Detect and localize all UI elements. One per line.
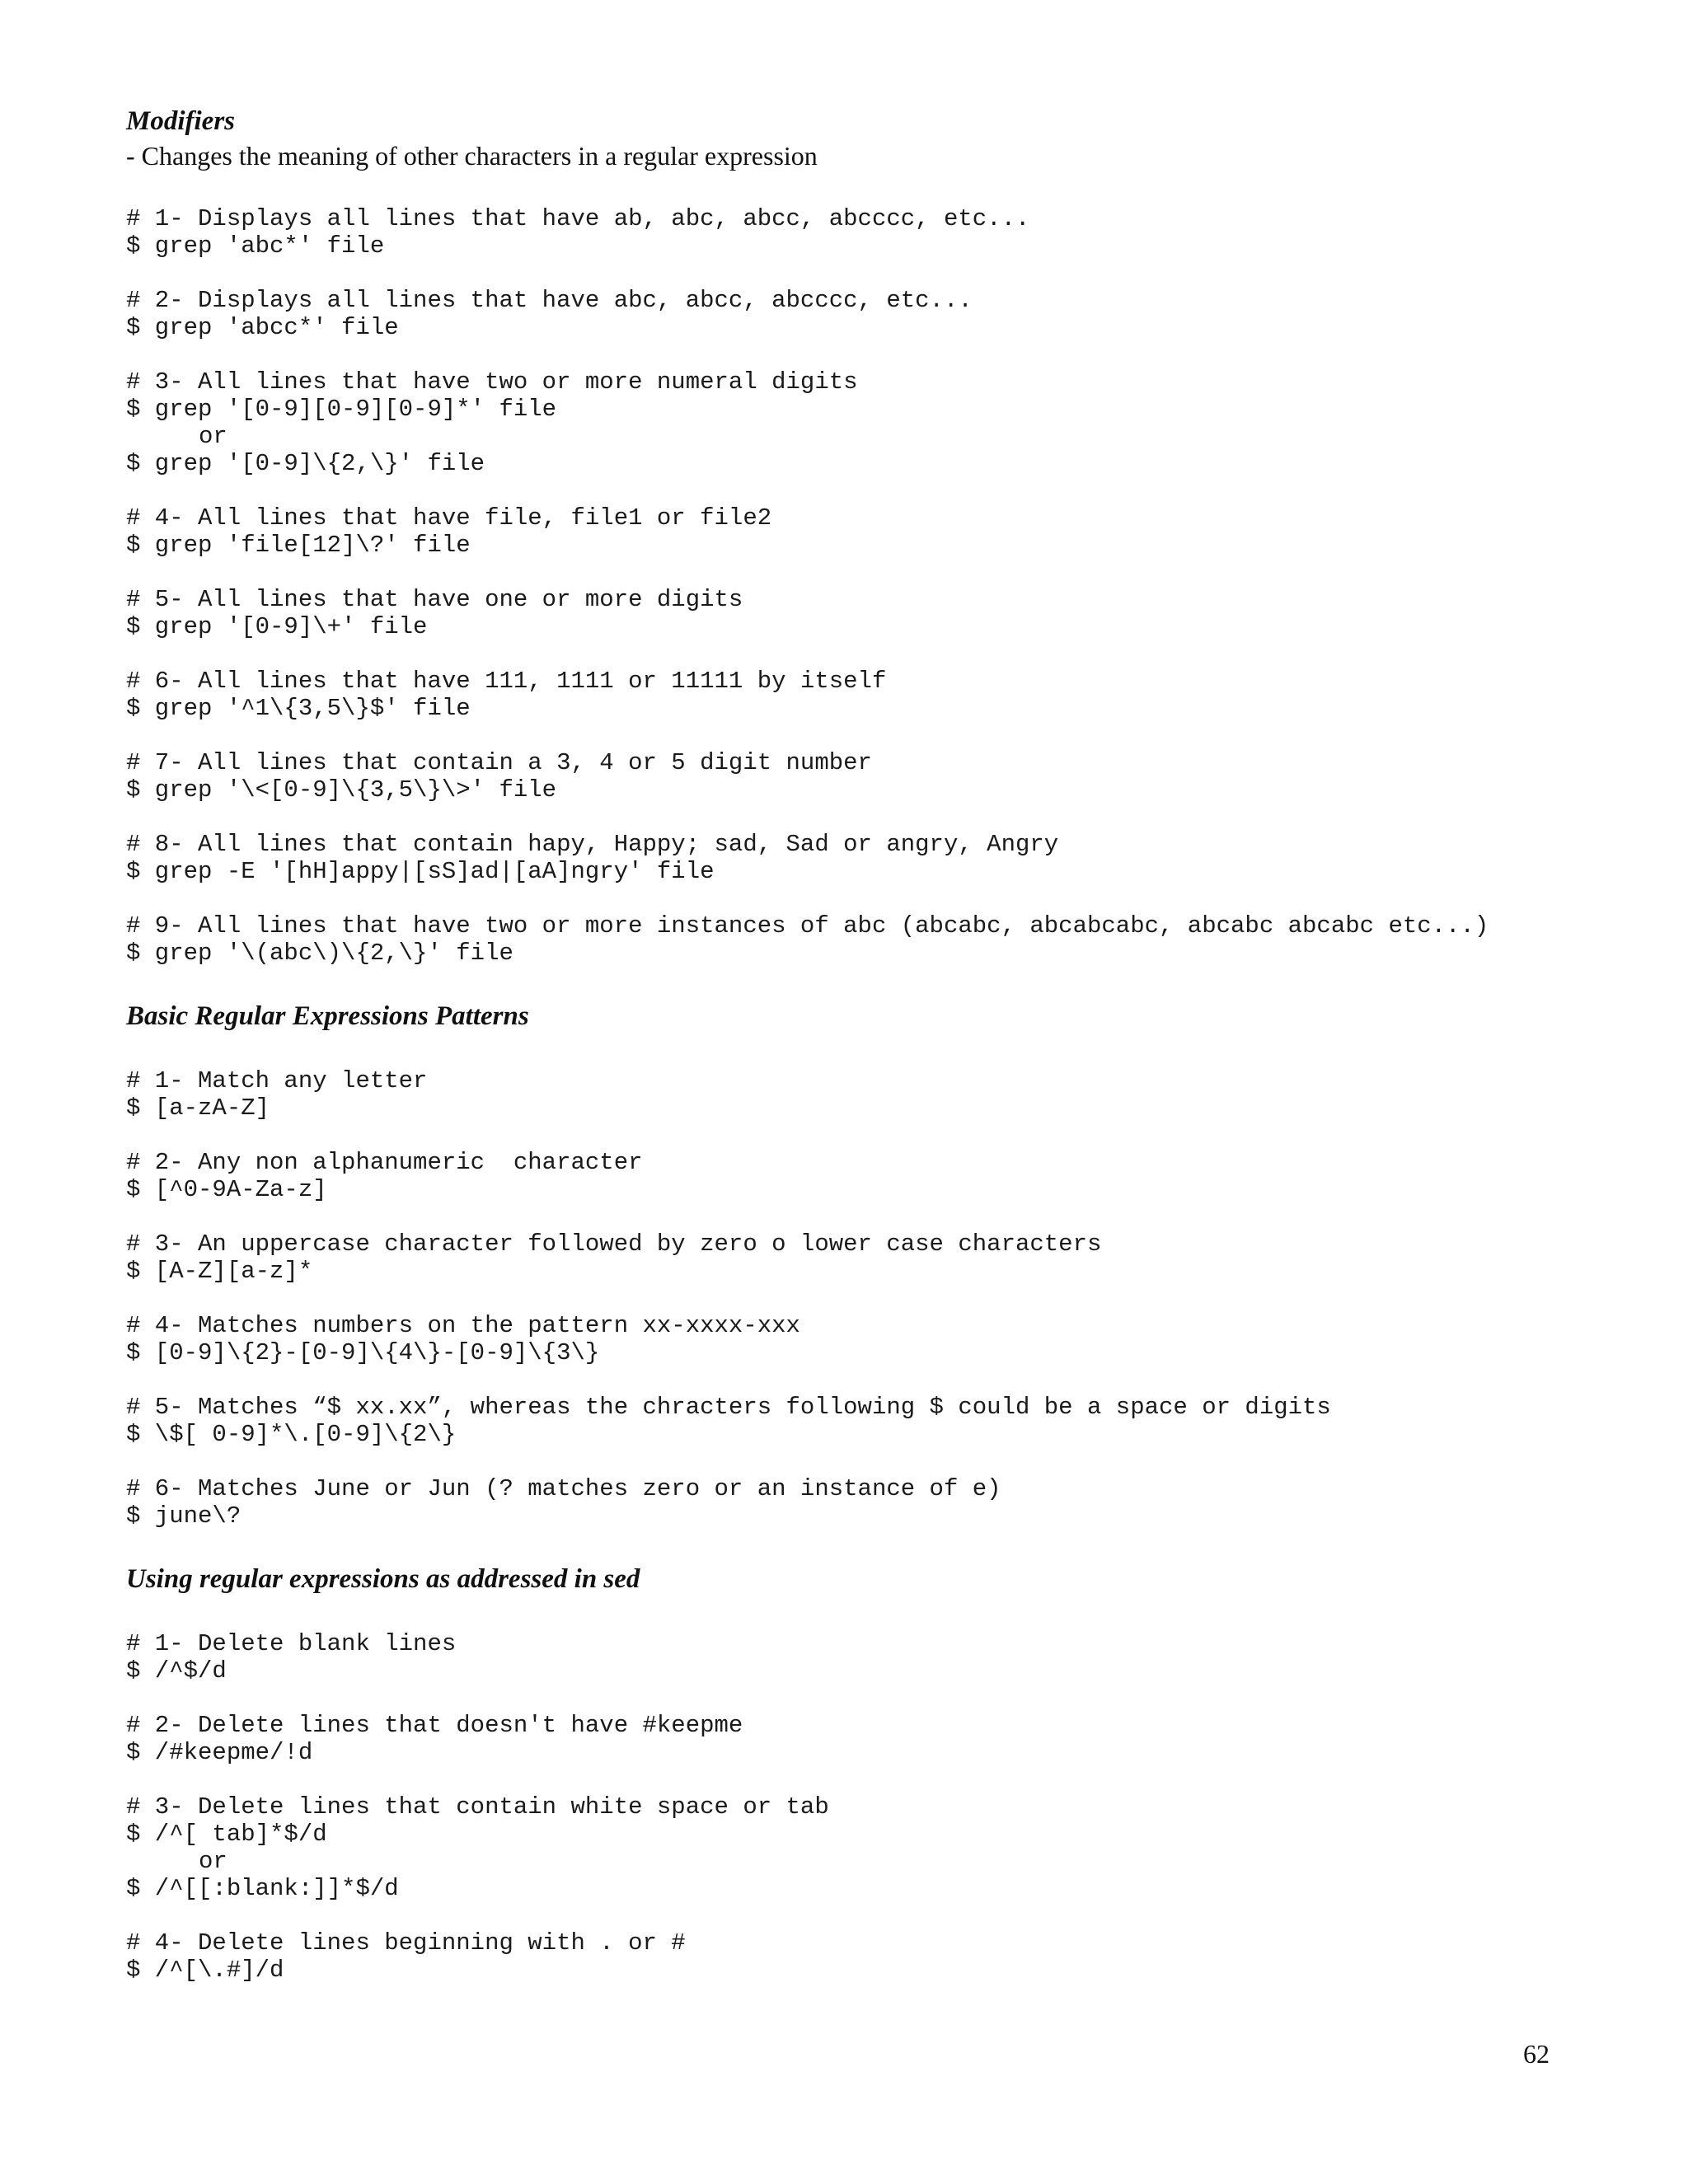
- code-comment: # 6- Matches June or Jun (? matches zero or an instance of e): [126, 1475, 1001, 1502]
- section-heading-basic-patterns: Basic Regular Expressions Patterns: [126, 1001, 529, 1031]
- code-comment: # 8- All lines that contain hapy, Happy; sad, Sad or angry, Angry: [126, 831, 1059, 858]
- code-command: $ [0-9]\{2}-[0-9]\{4\}-[0-9]\{3\}: [126, 1339, 600, 1366]
- code-comment: # 7- All lines that contain a 3, 4 or 5 digit number: [126, 749, 872, 776]
- code-command: $ [^0-9A-Za-z]: [126, 1176, 327, 1203]
- code-comment: # 5- All lines that have one or more digits: [126, 586, 743, 613]
- code-command: $ [a-zA-Z]: [126, 1094, 270, 1122]
- code-command: $ /^$/d: [126, 1657, 227, 1685]
- code-comment: # 3- Delete lines that contain white space or tab: [126, 1793, 829, 1821]
- code-command: $ grep '[0-9]\+' file: [126, 613, 428, 640]
- code-command: $ grep 'abc*' file: [126, 232, 385, 260]
- code-command: $ grep 'file[12]\?' file: [126, 532, 471, 559]
- code-command: $ /#keepme/!d: [126, 1739, 313, 1766]
- code-command: $ grep 'abcc*' file: [126, 314, 399, 341]
- section-heading-modifiers: Modifiers: [126, 106, 235, 136]
- code-command: $ grep '[0-9][0-9][0-9]*' file: [126, 396, 557, 423]
- code-comment: # 6- All lines that have 111, 1111 or 11111 by itself: [126, 668, 887, 695]
- code-comment: # 3- An uppercase character followed by zero o lower case characters: [126, 1230, 1102, 1258]
- code-command: $ /^[[:blank:]]*$/d: [126, 1875, 399, 1902]
- section-subtitle-modifiers: - Changes the meaning of other characters in a regular expression: [126, 141, 818, 171]
- code-command: $ grep -E '[hH]appy|[sS]ad|[aA]ngry' file: [126, 858, 715, 885]
- page-number: 62: [1523, 2039, 1550, 2069]
- section-heading-sed: Using regular expressions as addressed in sed: [126, 1564, 640, 1594]
- code-comment: # 2- Any non alphanumeric character: [126, 1149, 643, 1176]
- code-command: $ /^[\.#]/d: [126, 1957, 284, 1984]
- code-comment: # 2- Displays all lines that have abc, abcc, abcccc, etc...: [126, 287, 973, 314]
- code-comment: # 4- Delete lines beginning with . or #: [126, 1929, 686, 1957]
- code-comment: # 2- Delete lines that doesn't have #keepme: [126, 1712, 743, 1739]
- code-comment: # 1- Displays all lines that have ab, abc, abcc, abcccc, etc...: [126, 205, 1030, 232]
- code-comment: # 4- All lines that have file, file1 or file2: [126, 504, 772, 532]
- code-comment: # 9- All lines that have two or more instances of abc (abcabc, abcabcabc, abcabc abcabc etc...): [126, 912, 1489, 940]
- code-or-separator: or: [199, 423, 227, 450]
- code-command: $ grep '[0-9]\{2,\}' file: [126, 450, 485, 477]
- code-command: $ grep '^1\{3,5\}$' file: [126, 695, 471, 722]
- code-comment: # 3- All lines that have two or more numeral digits: [126, 368, 858, 396]
- code-command: $ june\?: [126, 1502, 241, 1530]
- code-command: $ grep '\<[0-9]\{3,5\}\>' file: [126, 776, 557, 804]
- code-comment: # 1- Delete blank lines: [126, 1630, 457, 1657]
- code-comment: # 4- Matches numbers on the pattern xx-xxxx-xxx: [126, 1312, 800, 1339]
- code-comment: # 1- Match any letter: [126, 1067, 428, 1094]
- code-comment: # 5- Matches “$ xx.xx”, whereas the chracters following $ could be a space or digits: [126, 1394, 1331, 1421]
- code-command: $ \$[ 0-9]*\.[0-9]\{2\}: [126, 1421, 457, 1448]
- code-command: $ /^[ tab]*$/d: [126, 1821, 327, 1848]
- code-or-separator: or: [199, 1848, 227, 1875]
- code-command: $ [A-Z][a-z]*: [126, 1258, 313, 1285]
- code-command: $ grep '\(abc\)\{2,\}' file: [126, 940, 513, 967]
